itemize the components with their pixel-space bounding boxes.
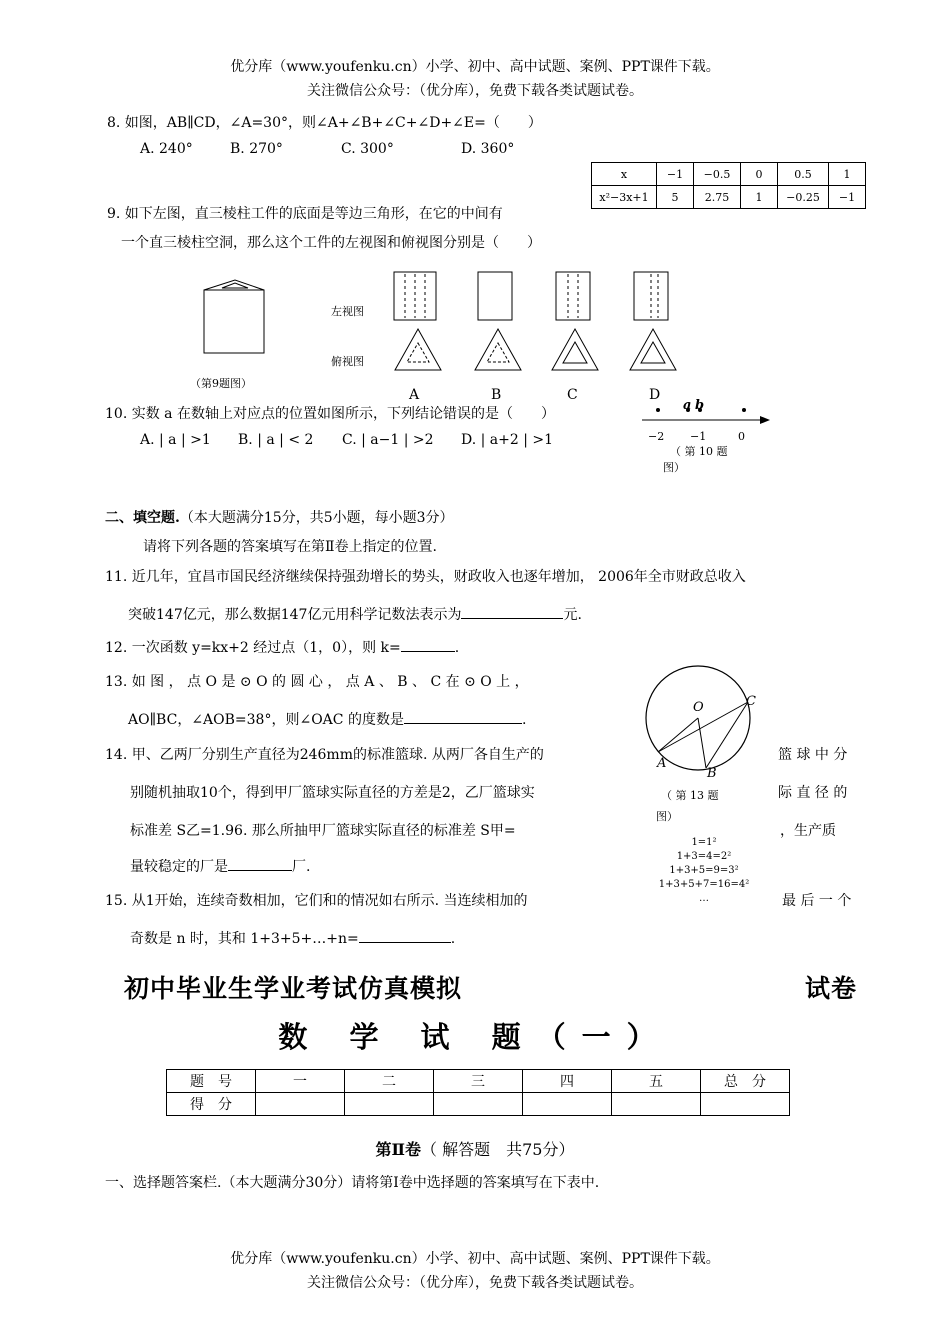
q15-line-1-right: 最 后 一 个 [782, 893, 852, 909]
option-b-left-view [476, 270, 516, 322]
q11-line-1: 11. 近几年，宜昌市国民经济继续保持强劲增长的势头，财政收入也逐年增加， 2006年全市财政总收入 [105, 569, 746, 585]
left-view-label: 左视图 [331, 305, 364, 318]
q15-line-1: 15. 从1开始，连续奇数相加，它们和的情况如右所示. 当连续相加的 [105, 893, 528, 909]
q13-figure-caption: （ 第 13 题 [661, 789, 719, 802]
score-input-cell[interactable] [434, 1093, 523, 1116]
q10-figure-caption: 图） [663, 461, 685, 474]
tick-label: 0 [738, 430, 745, 443]
q9-line-1: 9. 如下左图，直三棱柱工件的底面是等边三角形，在它的中间有 [107, 206, 503, 222]
q11-line-2 [128, 604, 582, 624]
point-label-o: O [693, 700, 704, 715]
table-row [167, 1070, 790, 1093]
part2-heading [105, 507, 454, 527]
score-input-cell[interactable] [701, 1093, 790, 1116]
odd-sum-row: 1+3+5=9=3² [669, 865, 739, 876]
q11-text-end: 元. [563, 607, 582, 623]
table-cell: 总 分 [701, 1070, 790, 1093]
top-view-label: 俯视图 [331, 355, 364, 368]
point-label-c: C [746, 694, 756, 709]
score-input-cell[interactable] [523, 1093, 612, 1116]
q13-answer-blank [404, 709, 522, 724]
q12-text: 12. 一次函数 y=kx+2 经过点（1，0），则 k= [105, 640, 401, 656]
value-table [591, 162, 866, 209]
q8-option-c: C. 300° [341, 141, 394, 157]
odd-sum-row: 1+3+5+7=16=4² [658, 879, 750, 890]
q14-line-1: 14. 甲、乙两厂分别生产直径为246mm的标准篮球. 从两厂各自生产的 [105, 747, 544, 763]
q14-line-2: 别随机抽取10个，得到甲厂篮球实际直径的方差是2，乙厂篮球实 [130, 785, 535, 801]
part2-title: 二、填空题. [105, 510, 180, 526]
q10-option-b: B. | a | < 2 [238, 432, 314, 448]
tick-label: −2 [648, 430, 665, 443]
q9-figure-caption: （第9题图） [190, 377, 252, 390]
volume2-title: 第Ⅱ卷 [375, 1140, 422, 1159]
q13-text: AO∥BC，∠AOB=38°，则∠OAC 的度数是 [128, 712, 404, 728]
option-d-top-view [628, 327, 678, 373]
q9-line-2: 一个直三棱柱空洞，那么这个工件的左视图和俯视图分别是（ ） [121, 235, 541, 251]
table-cell: 二 [345, 1070, 434, 1093]
q10-figure-caption: （ 第 10 题 [670, 445, 728, 458]
option-c-top-view [550, 327, 600, 373]
table-cell: 五 [612, 1070, 701, 1093]
volume2-heading [0, 1137, 950, 1160]
table-row [592, 163, 866, 186]
part2-instruction: 请将下列各题的答案填写在第Ⅱ卷上指定的位置. [143, 539, 437, 555]
q14-line-3: 标准差 S乙=1.96. 那么所抽甲厂篮球实际直径的标准差 S甲= [130, 823, 516, 839]
table-cell: 2.75 [694, 186, 741, 209]
q13-line-1: 13. 如 图 ， 点 O 是 ⊙ O 的 圆 心 ， 点 A 、 B 、 C 在 ⊙ O 上 ， [105, 674, 529, 690]
q8-stem: 8. 如图，AB∥CD，∠A=30°，则∠A+∠B+∠C+∠D+∠E=（ ） [107, 115, 542, 131]
subject-title: 数 学 试 题（一） [278, 1020, 672, 1054]
q14-answer-blank [228, 856, 292, 871]
option-a-top-view [393, 327, 443, 373]
axis-label-a: a [683, 398, 692, 413]
q15-text-end: . [450, 931, 456, 947]
choice-label-b: B [491, 387, 502, 403]
choice-label-d: D [649, 387, 661, 403]
table-cell: x [592, 163, 657, 186]
q14-line-4 [130, 856, 310, 876]
q14-text: 量较稳定的厂是 [130, 859, 228, 875]
table-cell: 四 [523, 1070, 612, 1093]
option-b-top-view [473, 327, 523, 373]
odd-sum-row: 1=1² [691, 837, 717, 848]
q12-answer-blank [401, 637, 455, 652]
header-line-1: 优分库（www.youfenku.cn）小学、初中、高中试题、案例、PPT课件下载。 [230, 59, 720, 75]
q14-line-2-right: 际 直 径 的 [778, 785, 848, 801]
table-cell: −1 [829, 186, 866, 209]
q13-text-end: . [521, 712, 527, 728]
table-cell: x²−3x+1 [592, 186, 657, 209]
table-cell: −0.5 [694, 163, 741, 186]
table-cell: −0.25 [778, 186, 829, 209]
odd-sum-row: 1+3=4=2² [676, 851, 732, 862]
table-cell: 题 号 [167, 1070, 256, 1093]
q15-line-2 [130, 928, 455, 948]
q15-text: 奇数是 n 时，其和 1+3+5+…+n= [130, 931, 359, 947]
q11-text: 突破147亿元，那么数据147亿元用科学记数法表示为 [128, 607, 462, 623]
q12-line [105, 637, 459, 657]
score-table [166, 1069, 790, 1116]
score-input-cell[interactable] [256, 1093, 345, 1116]
q14-line-3-right: ，生产质 [780, 823, 836, 839]
q10-option-c: C. | a−1 | >2 [342, 432, 434, 448]
q15-answer-blank [359, 928, 451, 943]
option-a-left-view [392, 270, 440, 322]
choice-label-a: A [409, 387, 420, 403]
q11-answer-blank [461, 604, 563, 619]
tick-label: −1 [690, 430, 707, 443]
score-input-cell[interactable] [345, 1093, 434, 1116]
exam-title-suffix: 试卷 [805, 974, 858, 1003]
option-c-left-view [554, 270, 594, 322]
odd-sum-row: … [699, 893, 709, 904]
table-cell: 得 分 [167, 1093, 256, 1116]
q8-option-d: D. 360° [461, 141, 515, 157]
axis-label-b: b [695, 398, 705, 413]
q10-option-d: D. | a+2 | >1 [461, 432, 554, 448]
q13-line-2 [128, 709, 526, 729]
table-cell: 5 [657, 186, 694, 209]
choice-label-c: C [567, 387, 578, 403]
q14-line-1-right: 篮 球 中 分 [778, 747, 848, 763]
q13-figure-caption: 图） [656, 810, 678, 823]
q12-text-end: . [454, 640, 460, 656]
part2-note: （本大题满分15分，共5小题，每小题3分） [179, 510, 454, 526]
number-line [640, 400, 775, 430]
table-cell: 0 [741, 163, 778, 186]
odd-sums-figure [648, 836, 760, 906]
part1-answer-instruction: 一、选择题答案栏.（本大题满分30分）请将第Ⅰ卷中选择题的答案填写在下表中. [105, 1175, 600, 1191]
q10-stem: 10. 实数 a 在数轴上对应点的位置如图所示，下列结论错误的是（ ） [105, 406, 555, 422]
table-cell: 1 [829, 163, 866, 186]
table-cell: −1 [657, 163, 694, 186]
table-row [167, 1093, 790, 1116]
table-row [592, 186, 866, 209]
table-cell: 三 [434, 1070, 523, 1093]
prism-figure [200, 278, 270, 358]
table-cell: 0.5 [778, 163, 829, 186]
footer-line-2: 关注微信公众号：（优分库），免费下载各类试题试卷。 [307, 1275, 643, 1291]
volume2-note: （ 解答题 共75分） [421, 1140, 575, 1159]
q14-text-end: 厂. [292, 859, 311, 875]
exam-title: 初中毕业生学业考试仿真模拟 [124, 974, 463, 1003]
option-d-left-view [632, 270, 672, 322]
table-cell: 一 [256, 1070, 345, 1093]
header-line-2: 关注微信公众号：（优分库），免费下载各类试题试卷。 [307, 83, 643, 99]
footer-line-1: 优分库（www.youfenku.cn）小学、初中、高中试题、案例、PPT课件下载。 [230, 1251, 720, 1267]
q8-option-a: A. 240° [140, 141, 193, 157]
table-cell: 1 [741, 186, 778, 209]
score-input-cell[interactable] [612, 1093, 701, 1116]
point-label-a: A [657, 756, 667, 771]
q10-option-a: A. | a | >1 [140, 432, 211, 448]
point-label-b: B [707, 766, 717, 781]
q8-option-b: B. 270° [230, 141, 283, 157]
